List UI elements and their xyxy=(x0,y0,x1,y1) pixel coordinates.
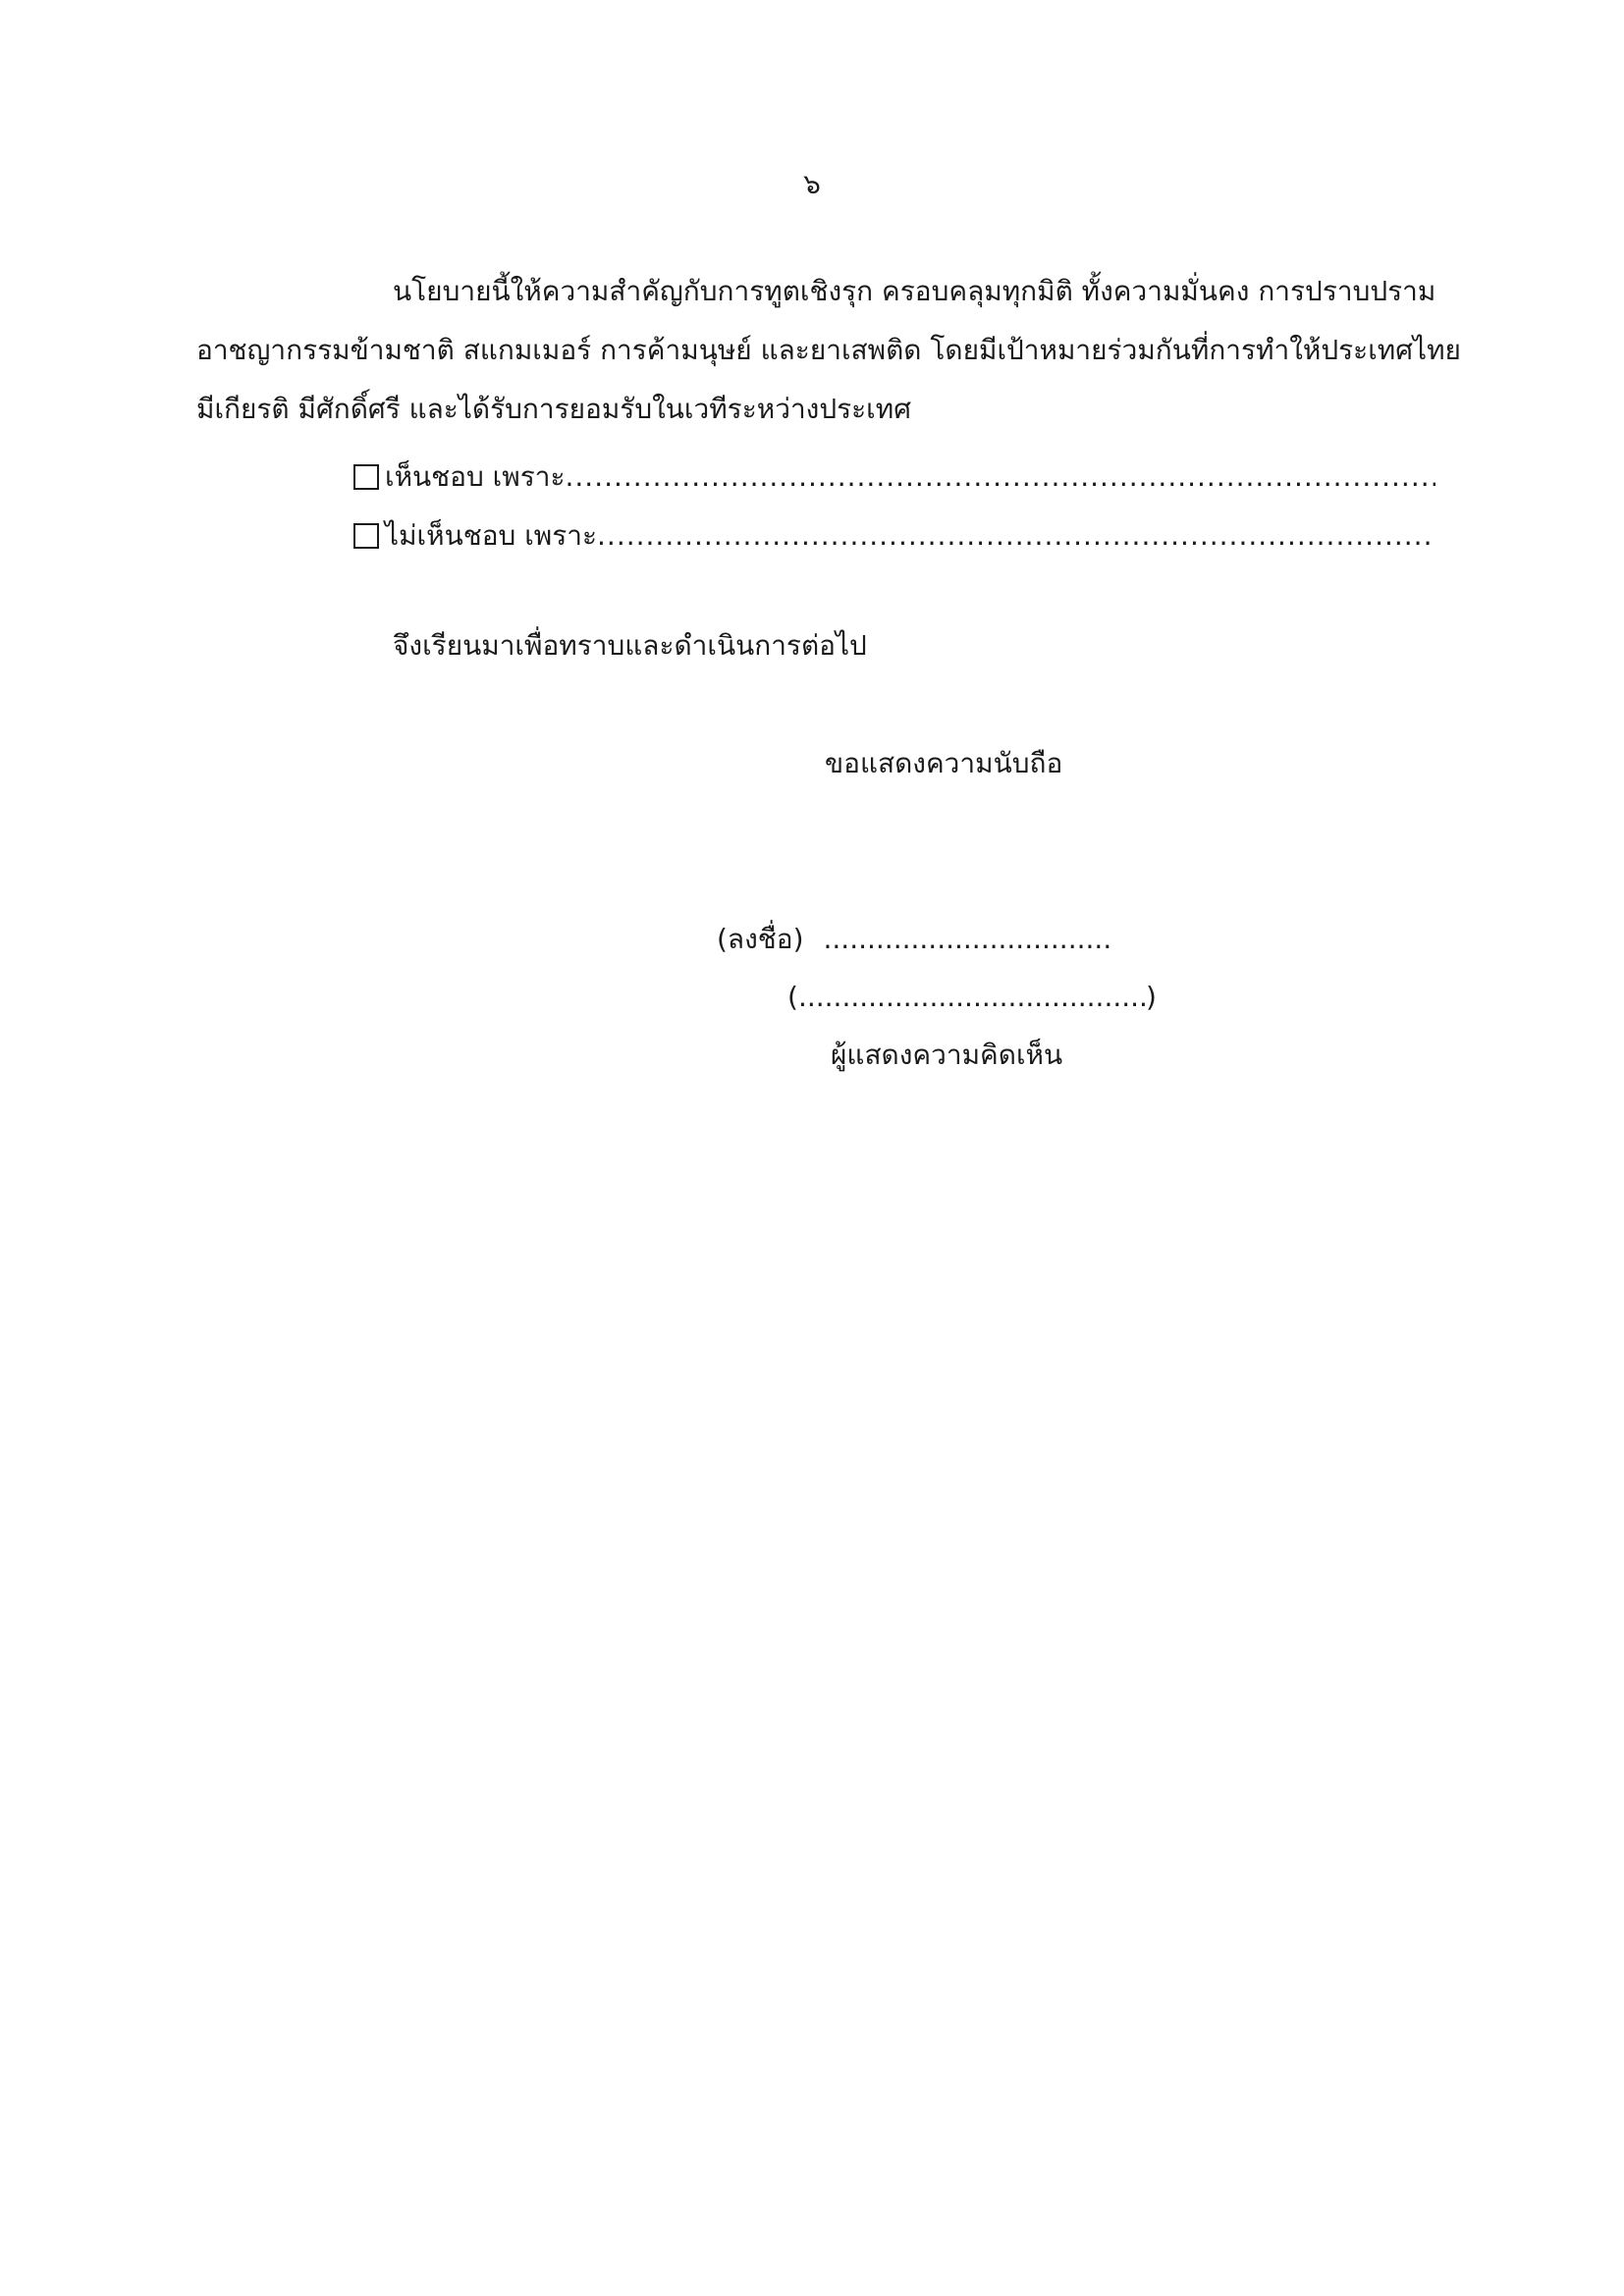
signer-name-field[interactable] xyxy=(798,978,1146,1017)
name-open-paren: ( xyxy=(787,981,798,1013)
agree-label: เห็นชอบ เพราะ xyxy=(385,460,566,493)
signer-role: ผู้แสดงความคิดเห็น xyxy=(831,1039,1063,1071)
paragraph-line-2: อาชญากรรมข้ามชาติ สแกมเมอร์ การค้ามนุษย์ และยาเสพติด โดยมีเป้าหมายร่วมกันที่การทำให้ประเทศไทย xyxy=(196,334,1461,366)
signature-label: (ลงชื่อ) xyxy=(717,923,804,955)
page-number: ๖ xyxy=(803,168,821,200)
regards-text: ขอแสดงความนับถือ xyxy=(825,747,1063,779)
paragraph-line-3: มีเกียรติ มีศักดิ์ศรี และได้รับการยอมรับในเวทีระหว่างประเทศ xyxy=(196,393,911,425)
disagree-checkbox[interactable] xyxy=(353,523,379,549)
name-close-paren: ) xyxy=(1145,981,1157,1013)
disagree-reason-field[interactable] xyxy=(597,516,1435,556)
agree-checkbox[interactable] xyxy=(353,464,379,490)
option-agree[interactable] xyxy=(353,457,1435,497)
signature-row xyxy=(717,920,1112,959)
signature-field[interactable] xyxy=(824,920,1112,959)
paragraph-line-1: นโยบายนี้ให้ความสำคัญกับการทูตเชิงรุก ครอบคลุมทุกมิติ ทั้งความมั่นคง การปราบปราม xyxy=(393,275,1436,307)
closing-statement: จึงเรียนมาเพื่อทราบและดำเนินการต่อไป xyxy=(393,629,867,662)
disagree-label: ไม่เห็นชอบ เพราะ xyxy=(385,519,598,552)
signer-name-row xyxy=(787,978,1157,1017)
agree-reason-field[interactable] xyxy=(566,457,1436,497)
option-disagree[interactable] xyxy=(353,516,1435,556)
